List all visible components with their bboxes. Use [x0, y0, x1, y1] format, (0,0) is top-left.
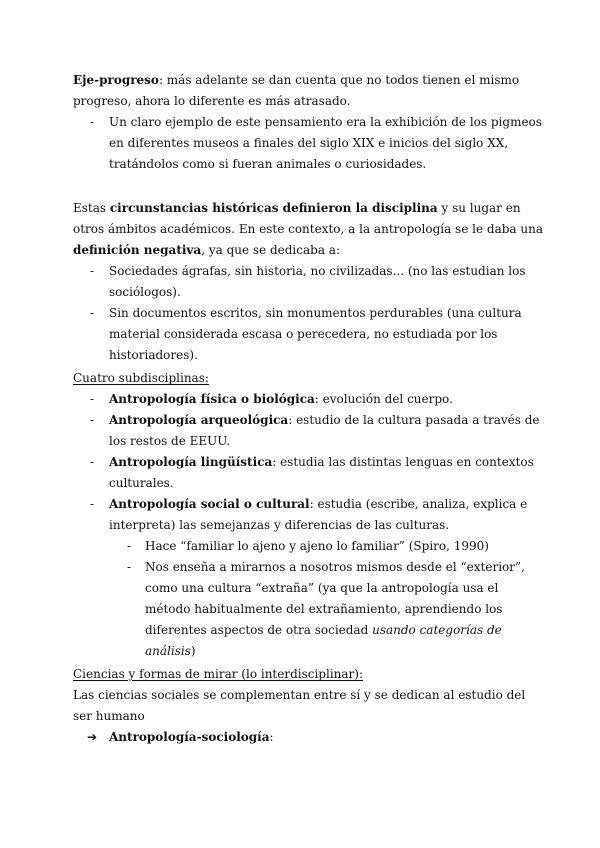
list-item-text: Sin documentos escritos, sin monumentos perdurables (una cultura material considerada escasa o perecedera, no estudiada por los historiadores). — [109, 306, 522, 362]
section-subdisciplinas — [73, 368, 543, 662]
dash-bullet: - — [90, 115, 95, 129]
subdiscipline-term: Antropología arqueológica — [109, 413, 289, 427]
interdisciplinar-paragraph: Las ciencias sociales se complementan entre sí y se dedican al estudio del ser humano — [73, 688, 526, 723]
sub-list-item-text: Hace “familiar lo ajeno y ajeno lo familiar” (Spiro, 1990) — [145, 539, 489, 553]
section-interdisciplinar — [73, 664, 543, 748]
list-item-text: Un claro ejemplo de este pensamiento era la exhibición de los pigmeos en diferentes museos a finales del siglo XIX e inicios del siglo XX, tratándolos como si fueran animales o curiosidades. — [109, 115, 542, 171]
dash-bullet: - — [90, 306, 95, 320]
text-run: , ya que se dedicaba a: — [201, 243, 340, 257]
list-item — [73, 389, 543, 410]
dash-bullet: - — [90, 392, 95, 406]
italic-run: usando categorías de análisis — [145, 623, 502, 658]
dash-bullet: - — [90, 497, 95, 511]
text-run: y su lugar en otros ámbitos académicos. En este contexto, a la antropología se le daba una — [73, 201, 543, 236]
circunstancias-paragraph — [73, 198, 543, 261]
dash-bullet: - — [127, 539, 132, 553]
subdiscipline-term: Antropología física o biológica — [109, 392, 315, 406]
subdiscipline-term: Antropología lingüística — [109, 455, 273, 469]
eje-progreso-term: Eje-progreso — [73, 73, 159, 87]
sub-list-item — [73, 536, 543, 557]
list-item — [73, 452, 543, 494]
list-item — [73, 410, 543, 452]
subdiscipline-term: Antropología social o cultural — [109, 497, 310, 511]
subdiscipline-text: : estudio de la cultura pasada a través de los restos de EEUU. — [109, 413, 540, 448]
text-run: Estas — [73, 201, 110, 215]
list-item — [73, 303, 543, 366]
section-eje-progreso — [73, 70, 543, 175]
arrow-item-term: Antropología-sociología — [109, 730, 270, 744]
list-item — [73, 112, 543, 175]
list-item-text: Sociedades ágrafas, sin historia, no civilizadas... (no las estudian los sociólogos). — [109, 264, 526, 299]
text-run: : — [269, 730, 274, 744]
interdisciplinar-heading: Ciencias y formas de mirar (lo interdisciplinar): — [73, 667, 364, 681]
sub-list-item-text: Nos enseña a mirarnos a nosotros mismos desde el “exterior”, como una cultura “extraña” (ya que la antropología usa el método habitualmente del extrañamiento, aprendiendo los diferentes aspectos de otra sociedad — [145, 560, 525, 637]
dash-bullet: - — [90, 413, 95, 427]
dash-bullet: - — [127, 560, 132, 574]
subdisciplinas-heading: Cuatro subdisciplinas: — [73, 371, 209, 385]
section-circunstancias — [73, 198, 543, 366]
eje-progreso-text: : más adelante se dan cuenta que no todos tienen el mismo progreso, ahora lo diferente es más atrasado. — [73, 73, 520, 108]
list-item — [73, 261, 543, 303]
subdiscipline-text: : estudia (escribe, analiza, explica e interpreta) las semejanzas y diferencias de las culturas. — [109, 497, 528, 532]
text-run: ) — [190, 644, 196, 658]
dash-bullet: - — [90, 264, 95, 278]
subdiscipline-text: : evolución del cuerpo. — [314, 392, 453, 406]
dash-bullet: - — [90, 455, 95, 469]
bold-run: circunstancias históricas definieron la disciplina — [109, 201, 438, 215]
arrow-list-item — [73, 727, 543, 748]
sub-list-item — [73, 557, 543, 662]
list-item — [73, 494, 543, 536]
eje-progreso-paragraph — [73, 70, 543, 112]
subdiscipline-text: : estudia las distintas lenguas en contextos culturales. — [109, 455, 534, 490]
arrow-right-icon: ➔ — [87, 730, 98, 744]
bold-run: definición negativa — [73, 243, 202, 257]
